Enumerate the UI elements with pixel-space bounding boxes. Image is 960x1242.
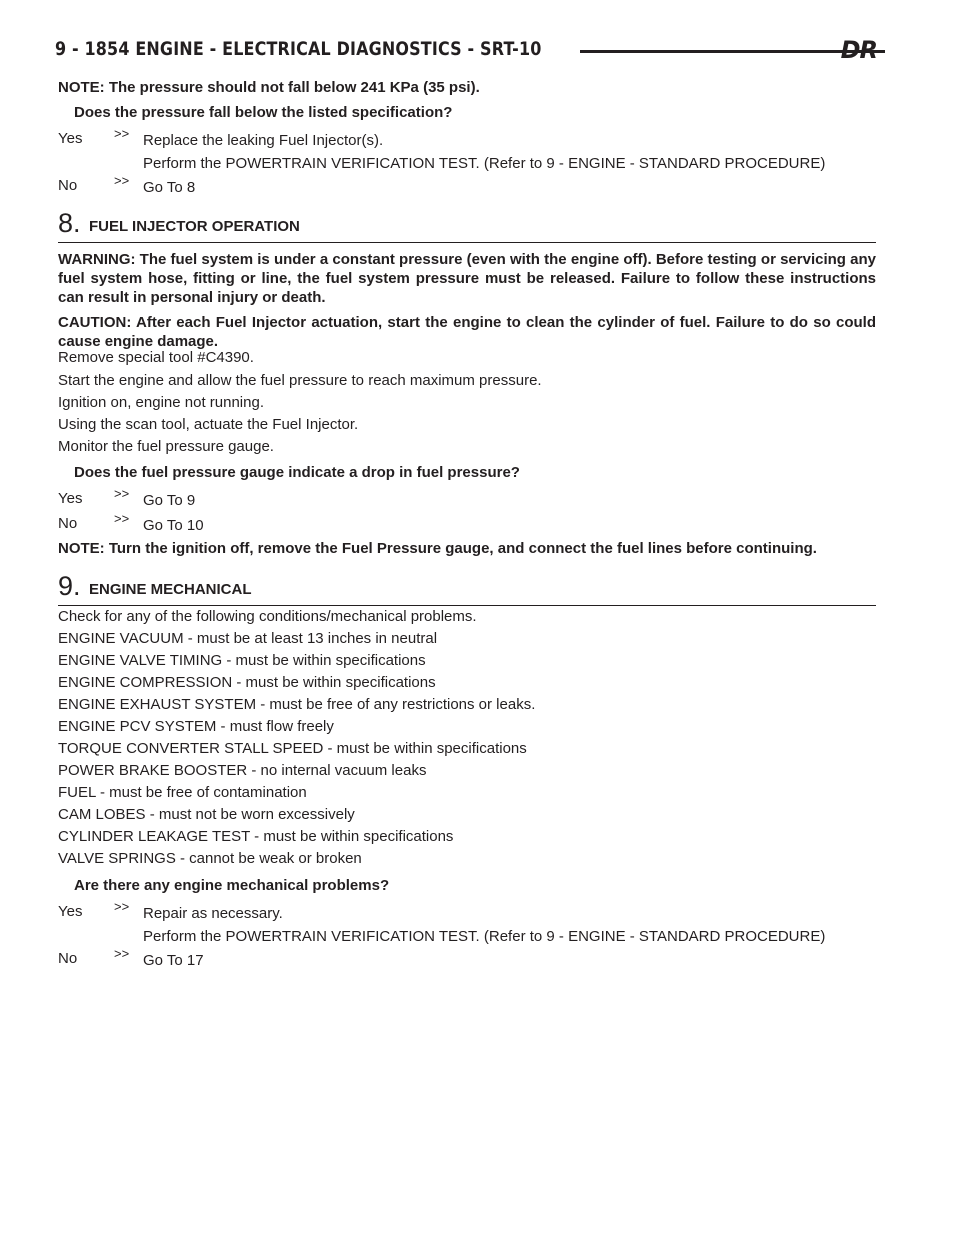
check-line: POWER BRAKE BOOSTER - no internal vacuum leaks: [58, 762, 427, 779]
instruction-line: Remove special tool #C4390.: [58, 349, 254, 366]
answer-line: Perform the POWERTRAIN VERIFICATION TEST. (Refer to 9 - ENGINE - STANDARD PROCEDURE): [143, 155, 826, 172]
step-heading: [58, 208, 876, 243]
note-pressure: NOTE: The pressure should not fall below 241 KPa (35 psi).: [58, 79, 480, 96]
check-line: TORQUE CONVERTER STALL SPEED - must be within specifications: [58, 740, 527, 757]
check-line: ENGINE PCV SYSTEM - must flow freely: [58, 718, 334, 735]
yes-label: Yes: [58, 490, 83, 507]
check-line: Check for any of the following conditions/mechanical problems.: [58, 608, 477, 625]
check-line: CAM LOBES - must not be worn excessively: [58, 806, 355, 823]
no-label: No: [58, 950, 78, 967]
no-label: No: [58, 515, 78, 532]
step-title: ENGINE MECHANICAL: [89, 581, 252, 598]
answer-line: Go To 10: [143, 517, 204, 534]
check-line: ENGINE VACUUM - must be at least 13 inches in neutral: [58, 630, 438, 647]
instruction-line: Monitor the fuel pressure gauge.: [58, 438, 274, 455]
arrow-icon: >>: [114, 899, 130, 914]
model-badge: DR: [840, 36, 877, 64]
caution-text: CAUTION: After each Fuel Injector actuation, start the engine to clean the cylinder of fuel. Failure to do so could cause engine damage.: [58, 314, 876, 350]
arrow-icon: >>: [114, 511, 130, 526]
check-line: CYLINDER LEAKAGE TEST - must be within specifications: [58, 828, 454, 845]
check-line: VALVE SPRINGS - cannot be weak or broken: [58, 850, 362, 867]
step-heading: [58, 571, 876, 606]
yes-label: Yes: [58, 130, 83, 147]
question-drop: Does the fuel pressure gauge indicate a drop in fuel pressure?: [74, 464, 520, 481]
warning-text: WARNING: The fuel system is under a constant pressure (even with the engine off). Before testing or servicing any fuel system hose, fitting or line, the fuel system pressure must be released. Failure to follow these instructions can result in personal injury or death.: [58, 251, 876, 306]
answer-line: Go To 8: [143, 179, 196, 196]
no-label: No: [58, 177, 78, 194]
instruction-line: Using the scan tool, actuate the Fuel Injector.: [58, 416, 359, 433]
instruction-line: Ignition on, engine not running.: [58, 394, 264, 411]
check-line: ENGINE COMPRESSION - must be within specifications: [58, 674, 436, 691]
page-title: 9 - 1854 ENGINE - ELECTRICAL DIAGNOSTICS - SRT-10: [55, 38, 542, 60]
question-pressure: Does the pressure fall below the listed specification?: [74, 104, 453, 121]
step-number: 8.: [58, 208, 81, 238]
check-line: ENGINE VALVE TIMING - must be within specifications: [58, 652, 426, 669]
arrow-icon: >>: [114, 126, 130, 141]
answer-line: Go To 9: [143, 492, 196, 509]
answer-line: Perform the POWERTRAIN VERIFICATION TEST. (Refer to 9 - ENGINE - STANDARD PROCEDURE): [143, 928, 826, 945]
arrow-icon: >>: [114, 946, 130, 961]
check-line: ENGINE EXHAUST SYSTEM - must be free of any restrictions or leaks.: [58, 696, 536, 713]
header-rule: [580, 50, 885, 53]
instruction-line: Start the engine and allow the fuel pressure to reach maximum pressure.: [58, 372, 542, 389]
check-line: FUEL - must be free of contamination: [58, 784, 307, 801]
note-continue: NOTE: Turn the ignition off, remove the Fuel Pressure gauge, and connect the fuel lines before continuing.: [58, 540, 817, 557]
yes-label: Yes: [58, 903, 83, 920]
question-mechanical: Are there any engine mechanical problems?: [74, 877, 390, 894]
arrow-icon: >>: [114, 486, 130, 501]
answer-line: Repair as necessary.: [143, 905, 283, 922]
answer-line: Go To 17: [143, 952, 204, 969]
answer-line: Replace the leaking Fuel Injector(s).: [143, 132, 384, 149]
step-number: 9.: [58, 571, 81, 601]
page-header: [55, 36, 877, 66]
arrow-icon: >>: [114, 173, 130, 188]
step-title: FUEL INJECTOR OPERATION: [89, 218, 300, 235]
